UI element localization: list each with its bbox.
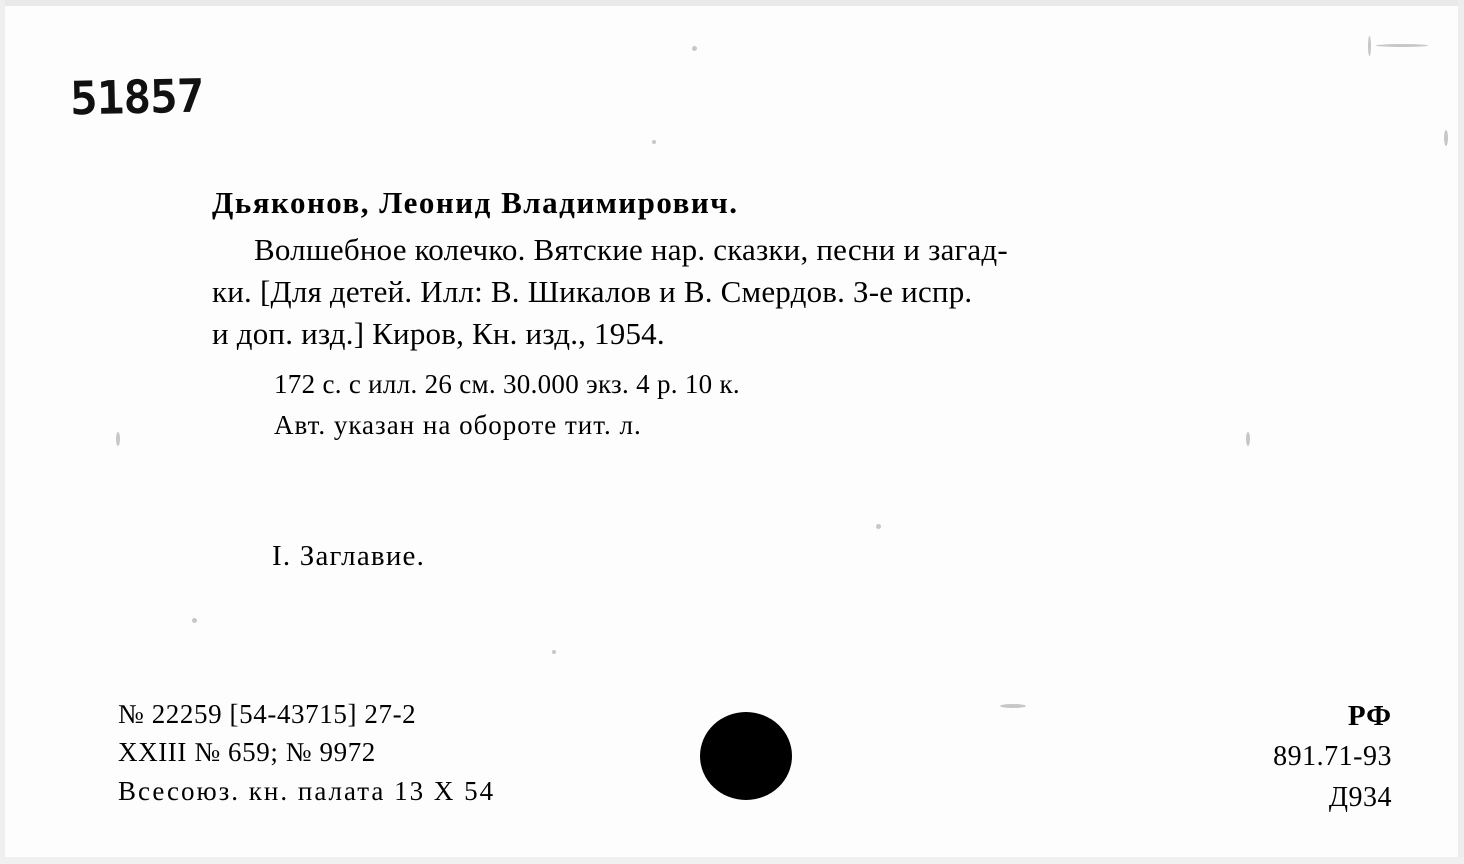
accession-number: 51857 bbox=[69, 68, 205, 126]
imprint-line-3: Всесоюз. кн. палата 13 X 54 bbox=[118, 775, 496, 806]
imprint-block bbox=[118, 695, 495, 810]
author-heading: Дьяконов, Леонид Владимирович. bbox=[212, 185, 739, 220]
scan-speck bbox=[1444, 130, 1448, 146]
classification-udc: 891.71-93 bbox=[1273, 741, 1392, 773]
scan-speck bbox=[1000, 704, 1026, 708]
title-statement bbox=[212, 229, 1402, 355]
scan-speck bbox=[192, 618, 197, 623]
card-left-edge bbox=[0, 0, 5, 864]
title-line-2: ки. [Для детей. Илл: В. Шикалов и В. Смердов. З-е испр. bbox=[212, 274, 973, 310]
classification-author-mark: Д934 bbox=[1328, 781, 1392, 813]
bibliographic-body bbox=[212, 185, 1402, 441]
scan-speck bbox=[692, 46, 697, 51]
classification-agency: РФ bbox=[1347, 700, 1392, 732]
scan-speck bbox=[1376, 44, 1428, 47]
scan-speck bbox=[552, 650, 556, 654]
imprint-line-2: XXIII № 659; № 9972 bbox=[118, 737, 376, 768]
card-bottom-edge bbox=[0, 857, 1464, 864]
scan-speck bbox=[116, 432, 120, 446]
title-line-1: Волшебное колечко. Вятские нар. сказки, песни и загад- bbox=[254, 232, 1008, 267]
scan-speck bbox=[876, 524, 881, 529]
bibliographic-note: Авт. указан на обороте тит. л. bbox=[274, 410, 642, 441]
card-top-edge bbox=[0, 0, 1464, 6]
black-dot-marker bbox=[700, 712, 792, 800]
card-right-edge bbox=[1458, 0, 1464, 864]
scan-speck bbox=[652, 140, 656, 144]
imprint-line-1: № 22259 [54-43715] 27-2 bbox=[118, 699, 417, 729]
scan-speck bbox=[1368, 36, 1371, 56]
classification-block bbox=[1273, 695, 1392, 818]
physical-description: 172 с. с илл. 26 см. 30.000 экз. 4 р. 10 к. bbox=[274, 369, 740, 400]
tracing-entry: I. Заглавие. bbox=[272, 540, 426, 572]
title-line-3: и доп. изд.] Киров, Кн. изд., 1954. bbox=[212, 316, 665, 352]
